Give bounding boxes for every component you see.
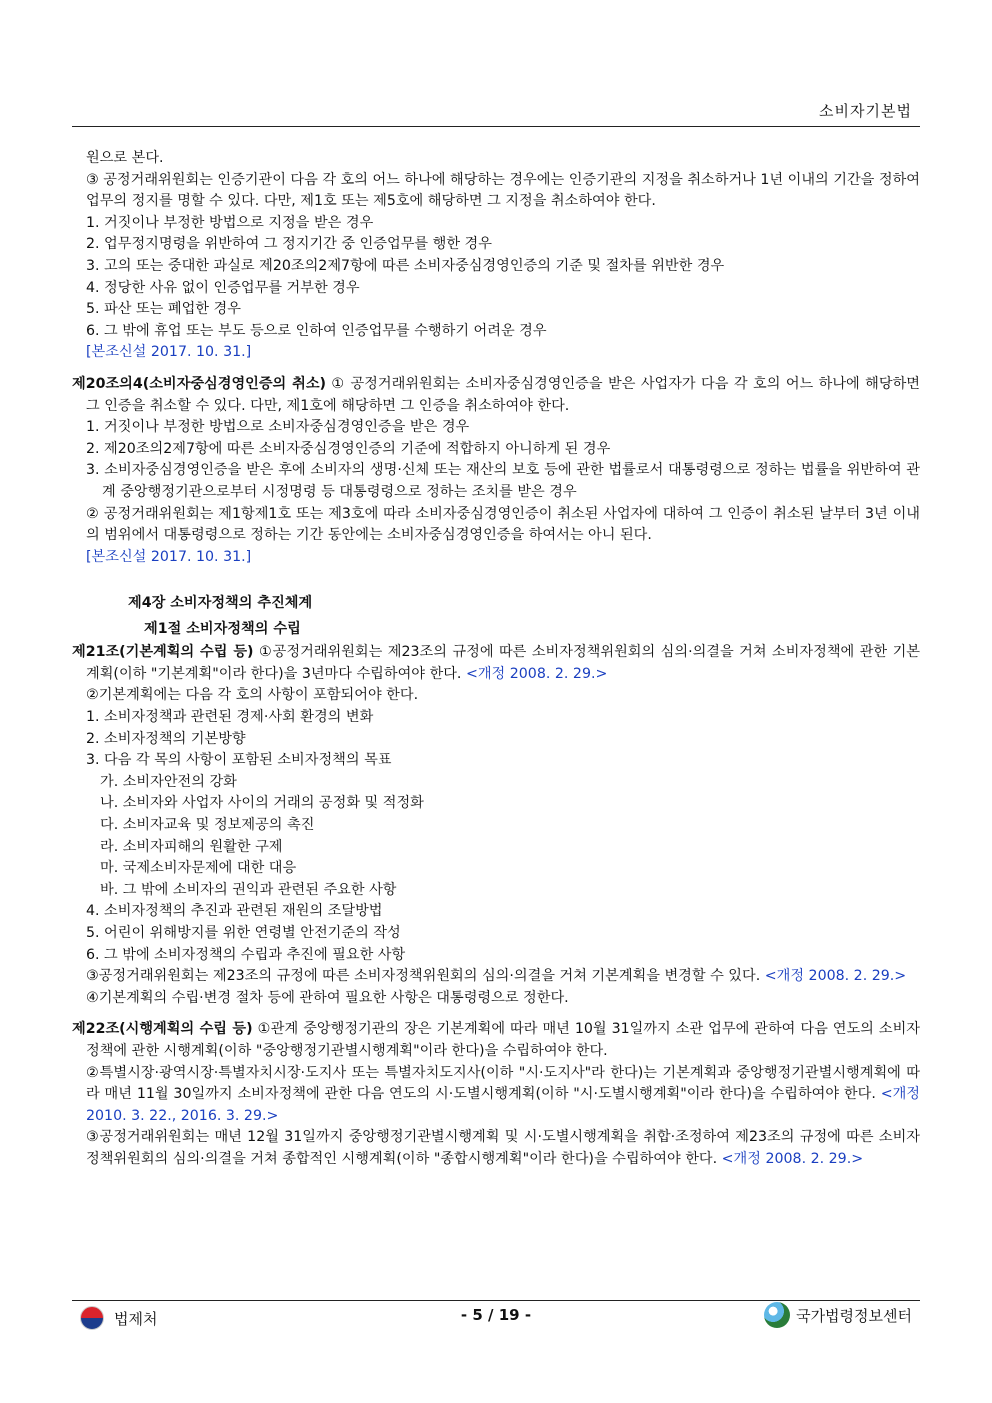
amendment-note: <개정 2008. 2. 29.> (465, 665, 608, 682)
globe-logo-icon (764, 1302, 790, 1328)
center-label: 국가법령정보센터 (796, 1306, 912, 1325)
amendment-note: <개정 2010. 3. 22., 2016. 3. 29.> (86, 1086, 920, 1124)
article-22 (72, 1019, 920, 1062)
article-text: ①공정거래위원회는 제23조의 규정에 따른 소비자정책위원회의 심의·의결을 거쳐 소비자정책에 관한 기본계획(이하 "기본계획"이라 한다)을 3년마다 수립하여야 한다. (86, 644, 920, 682)
chapter-heading: 제4장 소비자정책의 추진체계 (128, 595, 313, 612)
paragraph-3 (72, 966, 920, 988)
item-5: 5. 파산 또는 폐업한 경우 (86, 301, 241, 318)
item-4: 4. 정당한 사유 없이 인증업무를 거부한 경우 (86, 279, 360, 296)
paragraph-3: ③ 공정거래위원회는 인증기관이 다음 각 호의 어느 하나에 해당하는 경우에는 인증기관의 지정을 취소하거나 1년 이내의 기간을 정하여 업무의 정지를 명할 수 있다. 다만, 제1호 또는 제5호에 해당하면 그 지정을 취소하여야 한다. (86, 171, 920, 210)
amendment-note: <개정 2008. 2. 29.> (721, 1150, 864, 1167)
subitem-ga: 가. 소비자안전의 강화 (100, 773, 237, 790)
enactment-note: [본조신설 2017. 10. 31.] (86, 344, 252, 361)
item-3: 3. 고의 또는 중대한 과실로 제20조의2제7항에 따른 소비자중심경영인증의 기준 및 절차를 위반한 경우 (86, 257, 725, 274)
paragraph-2: ②기본계획에는 다음 각 호의 사항이 포함되어야 한다. (86, 687, 419, 704)
paragraph-text: ③공정거래위원회는 제23조의 규정에 따른 소비자정책위원회의 심의·의결을 거쳐 기본계획을 변경할 수 있다. (86, 968, 765, 985)
footer-divider (72, 1300, 920, 1301)
item-5: 5. 어린이 위해방지를 위한 연령별 안전기준의 작성 (86, 925, 401, 941)
publisher-label: 법제처 (114, 1309, 158, 1328)
paragraph-2 (72, 1063, 920, 1128)
item-2: 2. 제20조의2제7항에 따른 소비자중심경영인증의 기준에 적합하지 아니하게 된 경우 (86, 440, 611, 457)
item-1: 1. 거짓이나 부정한 방법으로 지정을 받은 경우 (86, 214, 374, 231)
enactment-note: [본조신설 2017. 10. 31.] (86, 548, 252, 565)
subitem-ma: 마. 국제소비자문제에 대한 대응 (100, 860, 297, 877)
article-text: ① 공정거래위원회는 소비자중심경영인증을 받은 사업자가 다음 각 호의 어느 하나에 해당하면 그 인증을 취소할 수 있다. 다만, 제1호에 해당하면 그 인증을 취소하여야 한다. (86, 375, 921, 414)
paragraph-text: ②특별시장·광역시장·특별자치시장·도지사 또는 특별자치도지사(이하 "시·도지사"라 한다)는 기본계획과 중앙행정기관별시행계획에 따라 매년 11월 30일까지 소비자정책에 관한 다음 연도의 시·도별시행계획(이하 "시·도별시행계획"이라 한다)을 수립하여야 한다. (86, 1064, 920, 1103)
document-title: 소비자기본법 (819, 102, 912, 120)
article-21 (72, 642, 920, 685)
text-line: 원으로 본다. (86, 150, 164, 166)
item-2: 2. 소비자정책의 기본방향 (86, 730, 246, 747)
amendment-note: <개정 2008. 2. 29.> (764, 968, 907, 985)
article-title: 제20조의4(소비자중심경영인증의 취소) (72, 375, 327, 392)
item-6: 6. 그 밖에 소비자정책의 수립과 추진에 필요한 사항 (86, 946, 406, 963)
subitem-ra: 라. 소비자피해의 원활한 구제 (100, 838, 283, 855)
section-heading: 제1절 소비자정책의 수립 (144, 621, 301, 638)
item-1: 1. 소비자정책과 관련된 경제·사회 환경의 변화 (86, 709, 374, 726)
subitem-ba: 바. 그 밖에 소비자의 권익과 관련된 주요한 사항 (100, 881, 397, 898)
paragraph-4: ④기본계획의 수립·변경 절차 등에 관하여 필요한 사항은 대통령령으로 정한다. (86, 989, 569, 1006)
document-body (72, 148, 920, 1171)
paragraph-3 (72, 1127, 920, 1170)
item-3: 3. 다음 각 목의 사항이 포함된 소비자정책의 목표 (86, 752, 392, 769)
item-4: 4. 소비자정책의 추진과 관련된 재원의 조달방법 (86, 903, 383, 920)
item-1: 1. 거짓이나 부정한 방법으로 소비자중심경영인증을 받은 경우 (86, 419, 470, 436)
item-3: 3. 소비자중심경영인증을 받은 후에 소비자의 생명·신체 또는 재산의 보호 등에 관한 법률로서 대통령령으로 정하는 법률을 위반하여 관계 중앙행정기관으로부터 시정명령 등 대통령령으로 정하는 조치를 받은 경우 (86, 462, 920, 500)
paragraph-text: ③공정거래위원회는 매년 12월 31일까지 중앙행정기관별시행계획 및 시·도별시행계획을 취합·조정하여 제23조의 규정에 따른 소비자정책위원회의 심의·의결을 거쳐 종합적인 시행계획(이하 "종합시행계획"이라 한다)을 수립하여야 한다. (86, 1129, 920, 1167)
article-20-4 (72, 374, 920, 417)
header-divider (72, 126, 920, 127)
subitem-na: 나. 소비자와 사업자 사이의 거래의 공정화 및 적정화 (100, 795, 424, 812)
item-6: 6. 그 밖에 휴업 또는 부도 등으로 인하여 인증업무를 수행하기 어려운 경우 (86, 322, 547, 339)
article-title: 제21조(기본계획의 수립 등) (72, 644, 254, 661)
footer-right (764, 1302, 912, 1328)
paragraph-2: ② 공정거래위원회는 제1항제1호 또는 제3호에 따라 소비자중심경영인증이 취소된 사업자에 대하여 그 인증이 취소된 날부터 3년 이내의 범위에서 대통령령으로 정하는 기간 동안에는 소비자중심경영인증을 하여서는 아니 된다. (86, 505, 920, 544)
subitem-da: 다. 소비자교육 및 정보제공의 촉진 (100, 817, 315, 834)
page-number: - 5 / 19 - (460, 1306, 532, 1324)
item-2: 2. 업무정지명령을 위반하여 그 정지기간 중 인증업무를 행한 경우 (86, 236, 492, 253)
article-title: 제22조(시행계획의 수립 등) (72, 1021, 253, 1038)
article-text: ①관계 중앙행정기관의 장은 기본계획에 따라 매년 10월 31일까지 소관 업무에 관하여 다음 연도의 소비자정책에 관한 시행계획(이하 "중앙행정기관별시행계획"이라 한다)을 수립하여야 한다. (86, 1021, 920, 1059)
